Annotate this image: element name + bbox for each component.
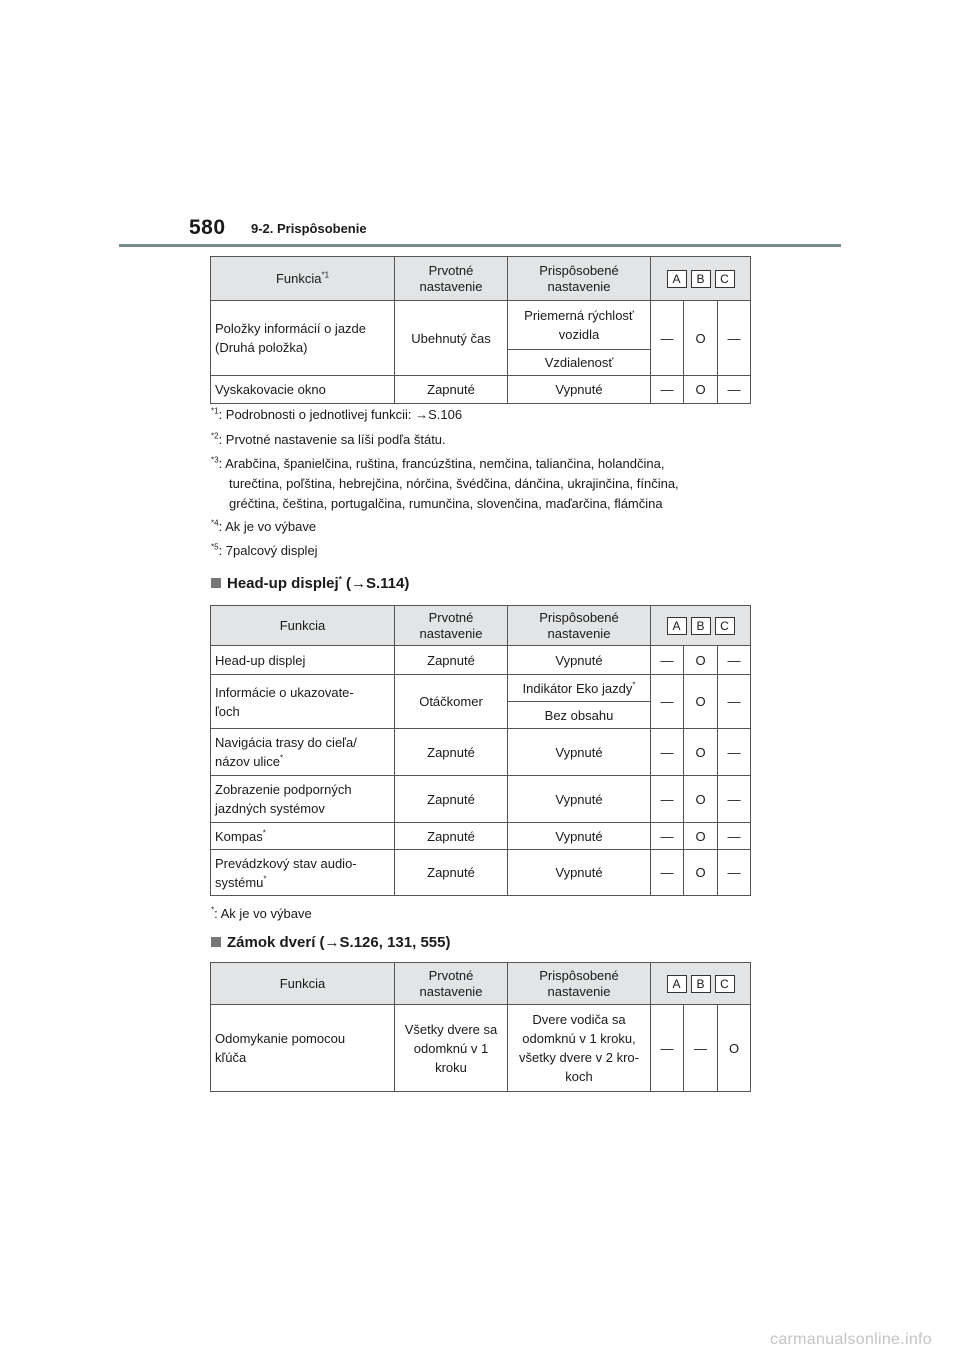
header-function: Funkcia [211, 606, 395, 646]
row-initial: Zapnuté [395, 850, 508, 896]
header-abc [651, 257, 751, 301]
cell-c: — [718, 301, 751, 376]
row-custom: Vypnuté [508, 376, 651, 404]
label-a: A [667, 617, 687, 635]
row-name: Odomykanie pomocou kľúča [211, 1005, 395, 1092]
row-name: Kompas* [211, 823, 395, 850]
table-header-row [211, 606, 751, 646]
cell-a: — [651, 376, 684, 404]
row-name: Položky informácií o jazde (Druhá položka) [211, 301, 395, 376]
cell-a: — [651, 1005, 684, 1092]
label-b: B [691, 975, 711, 993]
table-row [211, 646, 751, 675]
footnote-5: $^{*5}$: 7palcový displej [211, 542, 318, 558]
footnote-3: $^{*3}$: Arabčina, španielčina, ruština, francúzština, nemčina, taliančina, holandčina, turečtina, poľština, hebrejčina, nórčina, švédčina, dánčina, ukrajinčina, fínčina, gréčtina, čeština, portugalčina, rumunčina, slovenčina, maďarčina, flámčina [211, 455, 679, 511]
header-initial: Prvotné nastavenie [395, 606, 508, 646]
cell-a: — [651, 729, 684, 776]
header-abc [651, 606, 751, 646]
footnote-1: $^{*1}$: Podrobnosti o jednotlivej funkcii: →S.106 [211, 406, 463, 422]
cell-a: — [651, 301, 684, 376]
table-note: *: Ak je vo výbave [211, 905, 312, 921]
bullet-square-icon [211, 578, 221, 588]
row-custom: Vypnuté [508, 776, 651, 823]
row-name: Prevádzkový stav audio- systému* [211, 850, 395, 896]
cell-b: O [684, 776, 718, 823]
row-custom: Vypnuté [508, 823, 651, 850]
footnote-2: $^{*2}$: Prvotné nastavenie sa líši podľa štátu. [211, 431, 446, 447]
label-a: A [667, 975, 687, 993]
row-initial: Všetky dvere sa odomknú v 1 kroku [395, 1005, 508, 1092]
row-custom: Bez obsahu [508, 702, 651, 729]
table-driving-info [210, 256, 751, 404]
label-c: C [715, 617, 735, 635]
cell-c: — [718, 675, 751, 729]
cell-a: — [651, 823, 684, 850]
table-row [211, 850, 751, 896]
header-custom: Prispôsobené nastavenie [508, 606, 651, 646]
cell-b: — [684, 1005, 718, 1092]
table-row [211, 729, 751, 776]
cell-b: O [684, 376, 718, 404]
arrow-right-icon: → [324, 934, 340, 951]
cell-a: — [651, 646, 684, 675]
cell-a: — [651, 675, 684, 729]
row-custom: Vypnuté [508, 850, 651, 896]
row-name: Zobrazenie podporných jazdných systémov [211, 776, 395, 823]
cell-c: — [718, 850, 751, 896]
header-custom: Prispôsobené nastavenie [508, 257, 651, 301]
cell-c: — [718, 823, 751, 850]
row-initial: Zapnuté [395, 376, 508, 404]
heading-head-up-display: Head-up displej* (→S.114) [211, 575, 409, 592]
header-initial: Prvotné nastavenie [395, 963, 508, 1005]
row-initial: Zapnuté [395, 823, 508, 850]
label-b: B [691, 270, 711, 288]
cell-b: O [684, 301, 718, 376]
table-row [211, 1005, 751, 1092]
arrow-right-icon: → [350, 575, 366, 592]
cell-b: O [684, 850, 718, 896]
row-name: Navigácia trasy do cieľa/ názov ulice* [211, 729, 395, 776]
cell-c: — [718, 646, 751, 675]
cell-c: — [718, 729, 751, 776]
row-initial: Zapnuté [395, 646, 508, 675]
row-name: Vyskakovacie okno [211, 376, 395, 404]
footnote-4: $^{*4}$: Ak je vo výbave [211, 518, 317, 534]
bullet-square-icon [211, 937, 221, 947]
row-name: Informácie o ukazovate- ľoch [211, 675, 395, 729]
table-header-row [211, 257, 751, 301]
arrow-right-icon: → [415, 407, 429, 422]
cell-b: O [684, 729, 718, 776]
header-function: Funkcia [211, 963, 395, 1005]
table-row [211, 376, 751, 404]
section-title: 9-2. Prispôsobenie [251, 221, 367, 236]
cell-c: — [718, 376, 751, 404]
cell-b: O [684, 823, 718, 850]
heading-door-lock: Zámok dverí (→S.126, 131, 555) [211, 934, 450, 951]
table-row [211, 776, 751, 823]
cell-b: O [684, 675, 718, 729]
label-c: C [715, 975, 735, 993]
label-c: C [715, 270, 735, 288]
cell-c: O [718, 1005, 751, 1092]
row-custom: Vypnuté [508, 729, 651, 776]
row-initial: Ubehnutý čas [395, 301, 508, 376]
header-initial: Prvotné nastavenie [395, 257, 508, 301]
row-initial: Zapnuté [395, 729, 508, 776]
label-a: A [667, 270, 687, 288]
header-custom: Prispôsobené nastavenie [508, 963, 651, 1005]
table-head-up-display [210, 605, 751, 896]
row-custom: Dvere vodiča sa odomknú v 1 kroku, všetky dvere v 2 kro- koch [508, 1005, 651, 1092]
row-name: Head-up displej [211, 646, 395, 675]
label-b: B [691, 617, 711, 635]
cell-a: — [651, 776, 684, 823]
header-function: Funkcia$^{*1}$ [211, 257, 395, 301]
table-row [211, 823, 751, 850]
header-rule [119, 244, 841, 247]
cell-b: O [684, 646, 718, 675]
row-custom: Vypnuté [508, 646, 651, 675]
row-initial: Zapnuté [395, 776, 508, 823]
table-row [211, 301, 751, 350]
row-custom: Indikátor Eko jazdy* [508, 675, 651, 702]
row-initial: Otáčkomer [395, 675, 508, 729]
header-abc [651, 963, 751, 1005]
table-row [211, 675, 751, 702]
cell-a: — [651, 850, 684, 896]
table-header-row [211, 963, 751, 1005]
cell-c: — [718, 776, 751, 823]
page-number: 580 [189, 216, 226, 239]
table-door-lock [210, 962, 751, 1092]
row-custom: Vzdialenosť [508, 350, 651, 376]
row-custom: Priemerná rýchlosť vozidla [508, 301, 651, 350]
watermark: carmanualsonline.info [770, 1331, 932, 1348]
